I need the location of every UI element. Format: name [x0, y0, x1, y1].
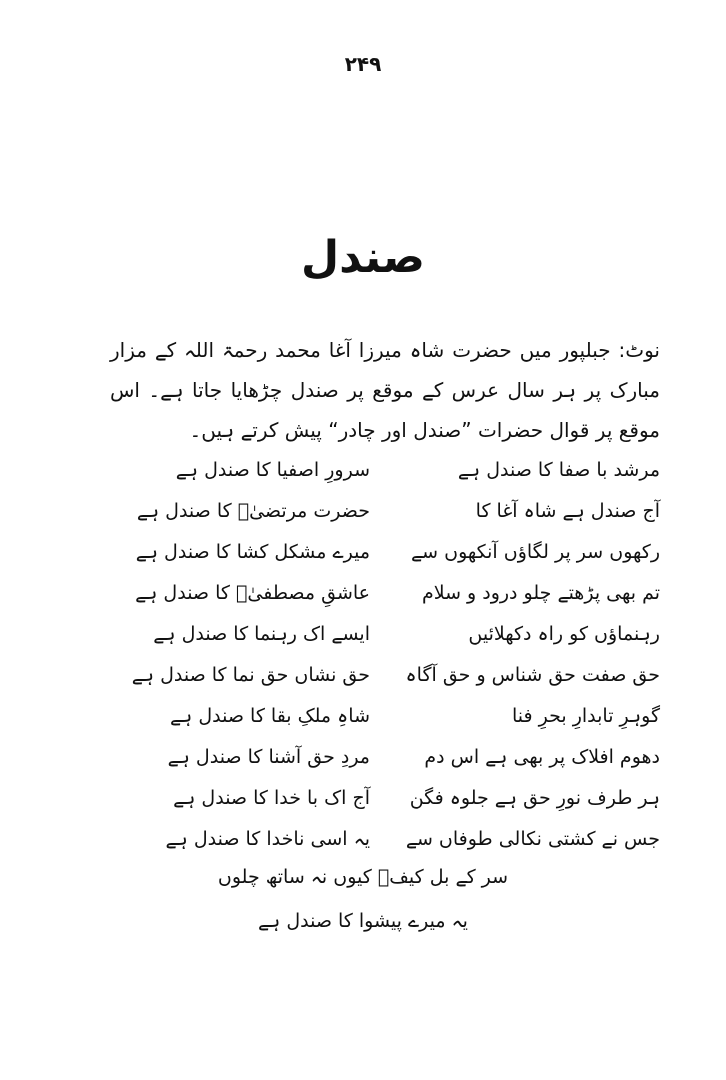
couplet: [120, 655, 660, 696]
couplet-first-line: دھوم افلاک پر بھی ہے اس دم: [424, 746, 660, 768]
couplet: [120, 819, 660, 860]
closing-couplet: [0, 855, 726, 943]
couplet-first-line: مرشد با صفا کا صندل ہے: [457, 459, 660, 481]
couplet-first-line: حق صفت حق شناس و حق آگاہ: [405, 664, 660, 686]
couplet-second-line: یہ اسی ناخدا کا صندل ہے: [165, 828, 370, 850]
poem-title: صندل: [300, 232, 426, 283]
couplet-first-line: آج صندل ہے شاہ آغا کا: [475, 500, 660, 522]
couplet-first-line: گوہرِ تابدارِ بحرِ فنا: [511, 705, 660, 727]
poem-body: [120, 450, 660, 860]
couplet: [120, 532, 660, 573]
couplet: [120, 573, 660, 614]
couplet-second-line: حضرت مرتضیٰؒ کا صندل ہے: [136, 500, 370, 522]
couplet-second-line: سرورِ اصفیا کا صندل ہے: [175, 459, 370, 481]
couplet-first-line: ہر طرف نورِ حق ہے جلوہ فگن: [409, 787, 660, 809]
couplet-second-line: عاشقِ مصطفیٰؐ کا صندل ہے: [135, 582, 370, 604]
couplet: [120, 696, 660, 737]
couplet: [120, 450, 660, 491]
couplet-second-line: شاہِ ملکِ بقا کا صندل ہے: [170, 705, 370, 727]
couplet: [120, 778, 660, 819]
couplet: [120, 491, 660, 532]
couplet: [120, 737, 660, 778]
couplet-second-line: مردِ حق آشنا کا صندل ہے: [167, 746, 370, 768]
closing-second-line: یہ میرے پیشوا کا صندل ہے: [258, 910, 468, 932]
couplet-first-line: تم بھی پڑھتے چلو درود و سلام: [421, 582, 660, 604]
couplet-second-line: آج اک با خدا کا صندل ہے: [173, 787, 370, 809]
couplet-second-line: ایسے اک رہنما کا صندل ہے: [153, 623, 370, 645]
closing-first-line: سر کے بل کیفؔ کیوں نہ ساتھ چلوں: [217, 866, 509, 888]
page-number: ۲۴۹: [344, 52, 382, 76]
couplet: [120, 614, 660, 655]
couplet-second-line: میرے مشکل کشا کا صندل ہے: [135, 541, 370, 563]
couplet-first-line: رکھوں سر پر لگاؤں آنکھوں سے: [411, 541, 660, 563]
introductory-note: نوٹ: جبلپور میں حضرت شاہ میرزا آغا محمد رحمۃ اللہ کے مزار مبارک پر ہر سال عرس کے موقع پر صندل چڑھایا جاتا ہے۔ اس موقع پر قوال حضرات ”صندل اور چادر“ پیش کرتے ہیں۔: [110, 338, 660, 442]
couplet-first-line: جس نے کشتی نکالی طوفاں سے: [405, 828, 660, 850]
couplet-second-line: حق نشاں حق نما کا صندل ہے: [131, 664, 370, 686]
couplet-first-line: رہنماؤں کو راہ دکھلائیں: [468, 623, 660, 645]
